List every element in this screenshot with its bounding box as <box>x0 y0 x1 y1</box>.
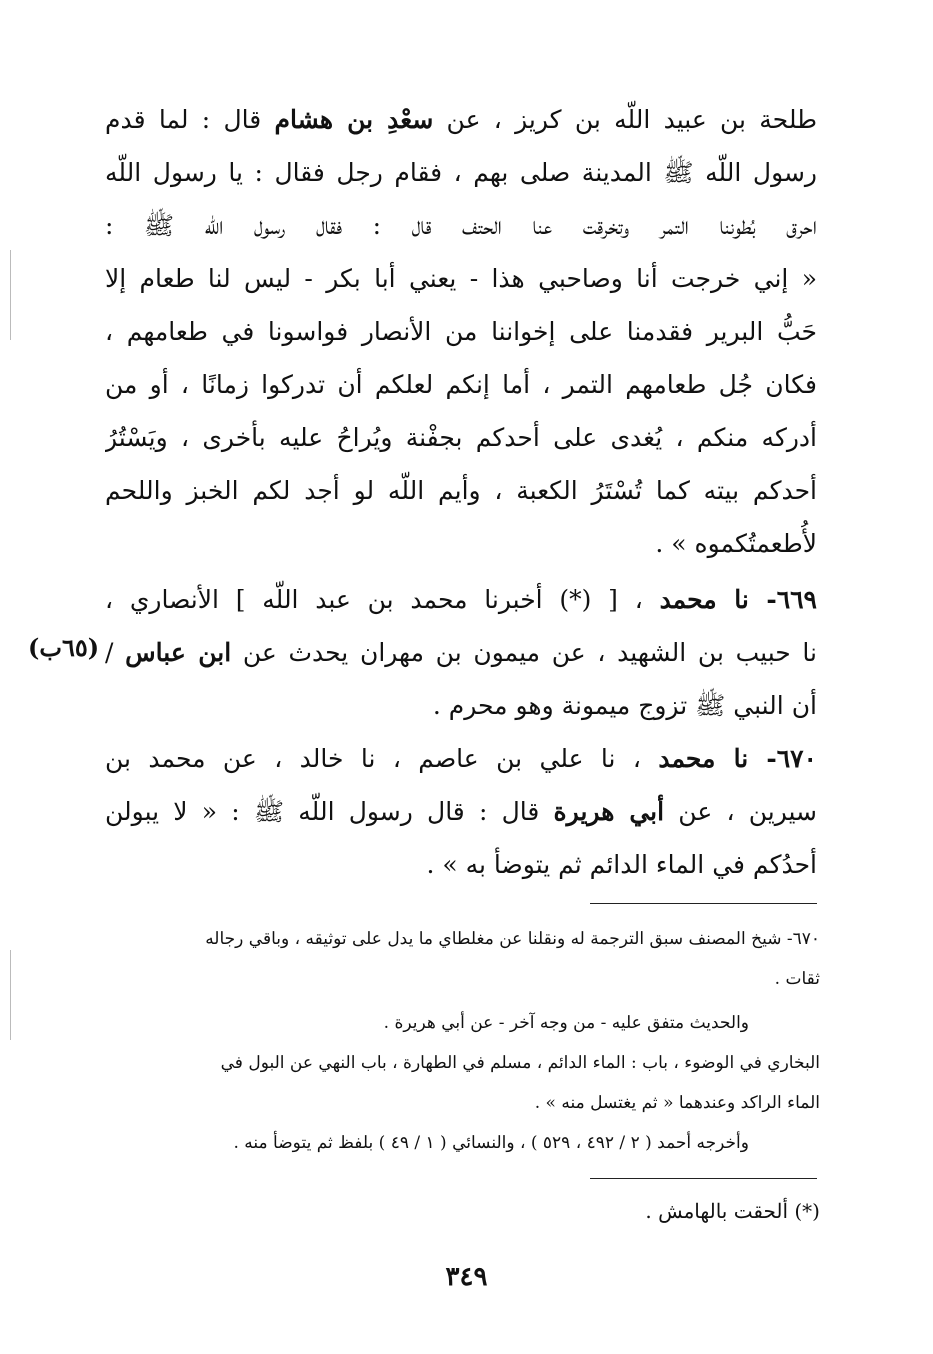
text-line <box>105 254 817 304</box>
page-edge-mark <box>10 250 11 340</box>
text-line <box>105 201 817 251</box>
text-segment: طلحة بن عبيد اللّه بن كريز ، عن <box>433 105 817 134</box>
text-line <box>105 519 817 569</box>
text-line <box>105 466 817 516</box>
text-segment: فكان جُل طعامهم التمر ، أما إنكم لعلكم أن تدركوا زمانًا ، أو من <box>105 370 817 399</box>
text-line <box>105 95 817 145</box>
text-segment: رسول اللّه ﷺ المدينة صلى بهم ، فقام رجل فقال : يا رسول اللّه <box>105 158 817 187</box>
star-note: (*) ألحقت بالهامش . <box>645 1199 820 1223</box>
text-segment: ، نا علي بن عاصم ، نا خالد ، عن محمد بن <box>105 744 659 773</box>
text-segment: ، [ (*) أخبرنا محمد بن عبد اللّه ] الأنصاري ، <box>105 585 660 614</box>
footnote-line: والحديث متفق عليه - من وجه آخر - عن أبي هريرة . <box>383 1013 749 1033</box>
text-segment: لأُطعمتُكموه » . <box>655 529 817 558</box>
footnote-line: البخاري في الوضوء ، باب : الماء الدائم ، مسلم في الطهارة ، باب النهي عن البول في <box>220 1053 820 1073</box>
text-line <box>105 413 817 463</box>
star-note-divider <box>590 1178 817 1179</box>
text-segment: أدركه منكم ، يُغدى على أحدكم بجفْنة ويُراحُ عليه بأخرى ، ويَسْتُرُ <box>105 423 817 452</box>
text-segment: أحدكم بيته كما تُسْتَرُ الكعبة ، وأيم اللّه لو أجد لكم الخبز واللحم <box>105 476 817 505</box>
page-number: ٣٤٩ <box>445 1262 488 1292</box>
bold-segment: ٦٦٩- نا محمد <box>659 585 817 614</box>
text-segment: احرق بُطوننا التمر وتخرقت عنا الحتف قال : فقال رسول اللّه ﷺ : <box>105 211 817 240</box>
text-segment: قال : قال رسول اللّه ﷺ : « لا يبولن <box>105 797 554 826</box>
footnote-line: وأخرجه أحمد ( ٢ / ٤٩٢ ، ٥٢٩ ) ، والنسائي ( ١ / ٤٩ ) بلفظ ثم يتوضأ منه . <box>233 1133 749 1153</box>
footnote-line: الماء الراكد وعندهما « ثم يغتسل منه » . <box>534 1093 820 1113</box>
text-line <box>105 787 817 837</box>
text-segment: سيرين ، عن <box>664 797 817 826</box>
text-line <box>105 148 817 198</box>
text-line <box>105 628 817 678</box>
text-line <box>105 360 817 410</box>
text-line <box>105 681 817 731</box>
footnote-line: ثقات . <box>774 969 820 989</box>
margin-folio-note: (٦٥ب) <box>28 633 100 662</box>
text-line <box>105 307 817 357</box>
text-segment: « إني خرجت أنا وصاحبي هذا - يعني أبا بكر - ليس لنا طعام إلا <box>105 264 817 293</box>
page-edge-mark <box>10 950 11 1040</box>
text-segment: قال : لما قدم <box>105 105 275 134</box>
text-segment: / <box>105 638 126 667</box>
text-segment: أن النبي ﷺ تزوج ميمونة وهو محرم . <box>432 691 817 720</box>
bold-segment: ٦٧٠- نا محمد <box>658 744 817 773</box>
text-line <box>105 840 817 890</box>
text-line <box>105 575 817 625</box>
text-line <box>105 734 817 784</box>
footnote-line: ٦٧٠- شيخ المصنف سبق الترجمة له ونقلنا عن مغلطاي ما يدل على توثيقه ، وباقي رجاله <box>205 929 820 949</box>
bold-segment: ابن عباس <box>125 638 232 667</box>
text-segment: حَبُّ البرير فقدمنا على إخواننا من الأنصار فواسونا في طعامهم ، <box>105 317 817 346</box>
text-segment: أحدُكم في الماء الدائم ثم يتوضأ به » . <box>426 850 817 879</box>
footnote-divider <box>590 903 817 904</box>
bold-segment: أبي هريرة <box>553 797 665 826</box>
text-segment: نا حبيب بن الشهيد ، عن ميمون بن مهران يحدث عن <box>231 638 817 667</box>
bold-segment: سعْدِ بن هشام <box>274 105 434 134</box>
